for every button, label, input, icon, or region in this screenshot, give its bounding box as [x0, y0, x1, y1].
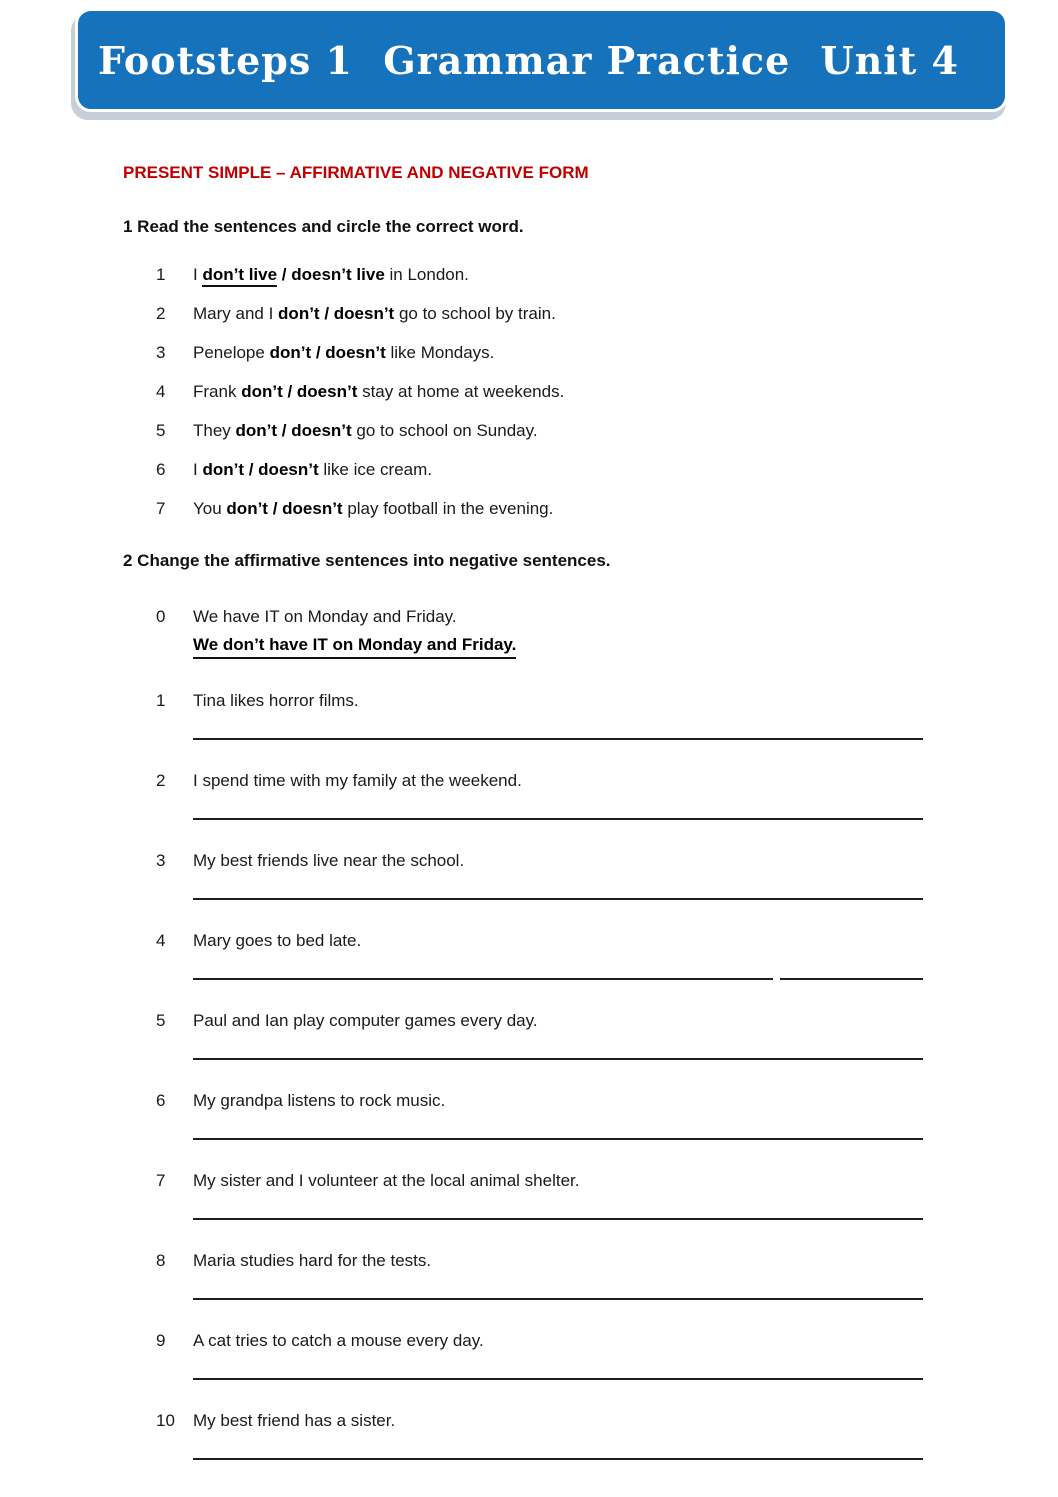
- sentence-row: [156, 1010, 1058, 1032]
- choice-option-2[interactable]: doesn’t live: [291, 265, 385, 284]
- choice-separator: /: [277, 265, 292, 284]
- exercise2-item: [156, 1010, 1058, 1060]
- exercise2-item: [156, 930, 1058, 980]
- sentence-row: [156, 850, 1058, 872]
- choice-option-1[interactable]: don’t: [269, 343, 312, 362]
- answer-blank[interactable]: [193, 1377, 923, 1380]
- choice-option-2[interactable]: doesn’t: [296, 382, 358, 401]
- item-sentence: My best friend has a sister.: [193, 1411, 396, 1430]
- answer-blank[interactable]: [193, 1137, 923, 1140]
- section-title: PRESENT SIMPLE – AFFIRMATIVE AND NEGATIVE FORM: [123, 163, 589, 182]
- sentence-segment: go to school on Sunday.: [351, 421, 538, 440]
- sentence-segment: play football in the evening.: [342, 499, 554, 518]
- exercise1-instruction: 1 Read the sentences and circle the correct word.: [123, 217, 524, 236]
- book-title: Footsteps 1: [98, 37, 353, 83]
- item-sentence: [193, 342, 494, 364]
- exercise2-item: [156, 1490, 1058, 1497]
- sentence-segment: like Mondays.: [385, 343, 495, 362]
- sentence-segment: like ice cream.: [318, 460, 432, 479]
- choice-separator: /: [311, 343, 326, 362]
- item-sentence: A cat tries to catch a mouse every day.: [193, 1331, 484, 1350]
- example-answer-row: [156, 634, 1058, 659]
- choice-option-2[interactable]: doesn’t: [325, 343, 386, 362]
- sentence-row: [156, 1330, 1058, 1352]
- sentence-segment: stay at home at weekends.: [357, 382, 565, 401]
- item-number: 7: [156, 1171, 166, 1190]
- answer-blank[interactable]: [193, 817, 923, 820]
- item-sentence: My sister and I volunteer at the local animal shelter.: [193, 1171, 580, 1190]
- sentence-segment: They: [193, 421, 236, 440]
- sentence-segment: Penelope: [193, 343, 270, 362]
- item-number: 2: [156, 304, 166, 323]
- item-number: 1: [156, 691, 166, 710]
- sentence-row: [156, 1090, 1058, 1112]
- item-sentence: Tina likes horror films.: [193, 691, 359, 710]
- exercise1-item: [156, 342, 1058, 364]
- item-sentence: Maria studies hard for the tests.: [193, 1251, 432, 1270]
- choice-option-2[interactable]: doesn’t: [258, 460, 319, 479]
- answer-blank-row: [193, 1377, 1058, 1380]
- item-sentence: [193, 420, 538, 442]
- item-sentence: [193, 381, 564, 403]
- sentence-row: [156, 1410, 1058, 1432]
- answer-blank[interactable]: [193, 1057, 923, 1060]
- item-number: 8: [156, 1251, 166, 1270]
- answer-blank[interactable]: [193, 737, 923, 740]
- exercise1-item: [156, 420, 1058, 442]
- answer-blank[interactable]: [193, 977, 773, 980]
- sentence-segment: Frank: [193, 382, 242, 401]
- sentence-row: [156, 1250, 1058, 1272]
- answer-blank-row: [193, 1217, 1058, 1220]
- choice-option-2[interactable]: doesn’t: [291, 421, 352, 440]
- item-number: 3: [156, 851, 166, 870]
- choice-option-1[interactable]: don’t: [226, 499, 268, 518]
- item-sentence: My best friends live near the school.: [193, 851, 465, 870]
- item-number: 9: [156, 1331, 166, 1350]
- sentence-segment: I: [193, 460, 203, 479]
- item-number: 3: [156, 343, 166, 362]
- answer-blank-row: [193, 977, 1058, 980]
- answer-blank-row: [193, 1457, 1058, 1460]
- choice-option-1[interactable]: don’t: [241, 382, 283, 401]
- choice-separator: /: [277, 421, 292, 440]
- sentence-segment: in London.: [384, 265, 469, 284]
- choice-separator: /: [282, 382, 297, 401]
- exercise2-item: [156, 1170, 1058, 1220]
- sentence-segment: You: [193, 499, 227, 518]
- exercise2-item: [156, 850, 1058, 900]
- exercise2-item: [156, 770, 1058, 820]
- choice-separator: /: [319, 304, 334, 323]
- exercise2-example: [156, 606, 1058, 659]
- answer-blank[interactable]: [193, 1217, 923, 1220]
- exercise2-items: [156, 690, 1058, 1497]
- sentence-row: [156, 690, 1058, 712]
- sentence-segment: go to school by train.: [394, 304, 556, 323]
- item-sentence: We have IT on Monday and Friday.: [193, 607, 457, 626]
- item-number: 4: [156, 931, 166, 950]
- choice-separator: /: [244, 460, 259, 479]
- answer-blank-row: [193, 1297, 1058, 1300]
- example-answer: We don’t have IT on Monday and Friday.: [193, 634, 516, 659]
- number-spacer: [156, 634, 193, 659]
- choice-option-1[interactable]: don’t: [278, 304, 320, 323]
- answer-blank-row: [193, 817, 1058, 820]
- exercise2-item: [156, 1090, 1058, 1140]
- choice-option-1[interactable]: don’t: [202, 460, 244, 479]
- choice-separator: /: [267, 499, 283, 518]
- answer-blank[interactable]: [193, 1457, 923, 1460]
- exercise2-item: [156, 1330, 1058, 1380]
- answer-blank-row: [193, 1057, 1058, 1060]
- item-number: 2: [156, 771, 166, 790]
- item-sentence: I spend time with my family at the weekend.: [193, 771, 522, 790]
- choice-option-2[interactable]: doesn’t: [282, 499, 343, 518]
- sentence-segment: I: [193, 265, 203, 284]
- item-number: 6: [156, 1091, 166, 1110]
- item-number: 5: [156, 1011, 166, 1030]
- answer-blank-row: [193, 897, 1058, 900]
- exercise1-list: [156, 264, 1058, 520]
- exercise1-item: [156, 303, 1058, 325]
- sentence-row: [156, 930, 1058, 952]
- item-sentence: Paul and Ian play computer games every day.: [193, 1011, 538, 1030]
- exercise1-item: [156, 381, 1058, 403]
- sentence-segment: Mary and I: [193, 304, 279, 323]
- exercise1-item: [156, 459, 1058, 481]
- exercise2-instruction: 2 Change the affirmative sentences into negative sentences.: [123, 551, 611, 570]
- item-number: 4: [156, 382, 166, 401]
- exercise2-list: [156, 606, 1058, 1497]
- example-sentence-row: [156, 606, 1058, 628]
- answer-blank[interactable]: [193, 897, 923, 900]
- item-sentence: Mary goes to bed late.: [193, 931, 362, 950]
- sentence-row: [156, 1170, 1058, 1192]
- exercise2-item: [156, 1250, 1058, 1300]
- item-number: 7: [156, 499, 166, 518]
- unit-label: Unit 4: [820, 37, 959, 83]
- item-number: 6: [156, 460, 166, 479]
- exercise1-item: [156, 498, 1058, 520]
- choice-option-2[interactable]: doesn’t: [333, 304, 395, 323]
- answer-blank[interactable]: [193, 1297, 923, 1300]
- sentence-row: [156, 770, 1058, 792]
- exercise2-item: [156, 690, 1058, 740]
- worksheet-title: Grammar Practice: [383, 37, 791, 83]
- item-number: 0: [156, 607, 166, 626]
- item-number: 1: [156, 265, 166, 284]
- item-sentence: My grandpa listens to rock music.: [193, 1091, 446, 1110]
- item-sentence: [193, 303, 556, 325]
- header-banner: [75, 8, 1008, 112]
- answer-blank[interactable]: [780, 977, 923, 980]
- item-sentence: [193, 264, 469, 286]
- item-sentence: [193, 459, 432, 481]
- item-number: 10: [156, 1411, 175, 1430]
- exercise1-item: [156, 264, 1058, 286]
- worksheet-content: [0, 162, 1058, 1497]
- choice-option-1[interactable]: don’t: [235, 421, 278, 440]
- item-sentence: [193, 498, 553, 520]
- choice-option-1[interactable]: don’t live: [202, 265, 277, 287]
- answer-blank-row: [193, 737, 1058, 740]
- item-number: 5: [156, 421, 166, 440]
- exercise2-item: [156, 1410, 1058, 1460]
- answer-blank-row: [193, 1137, 1058, 1140]
